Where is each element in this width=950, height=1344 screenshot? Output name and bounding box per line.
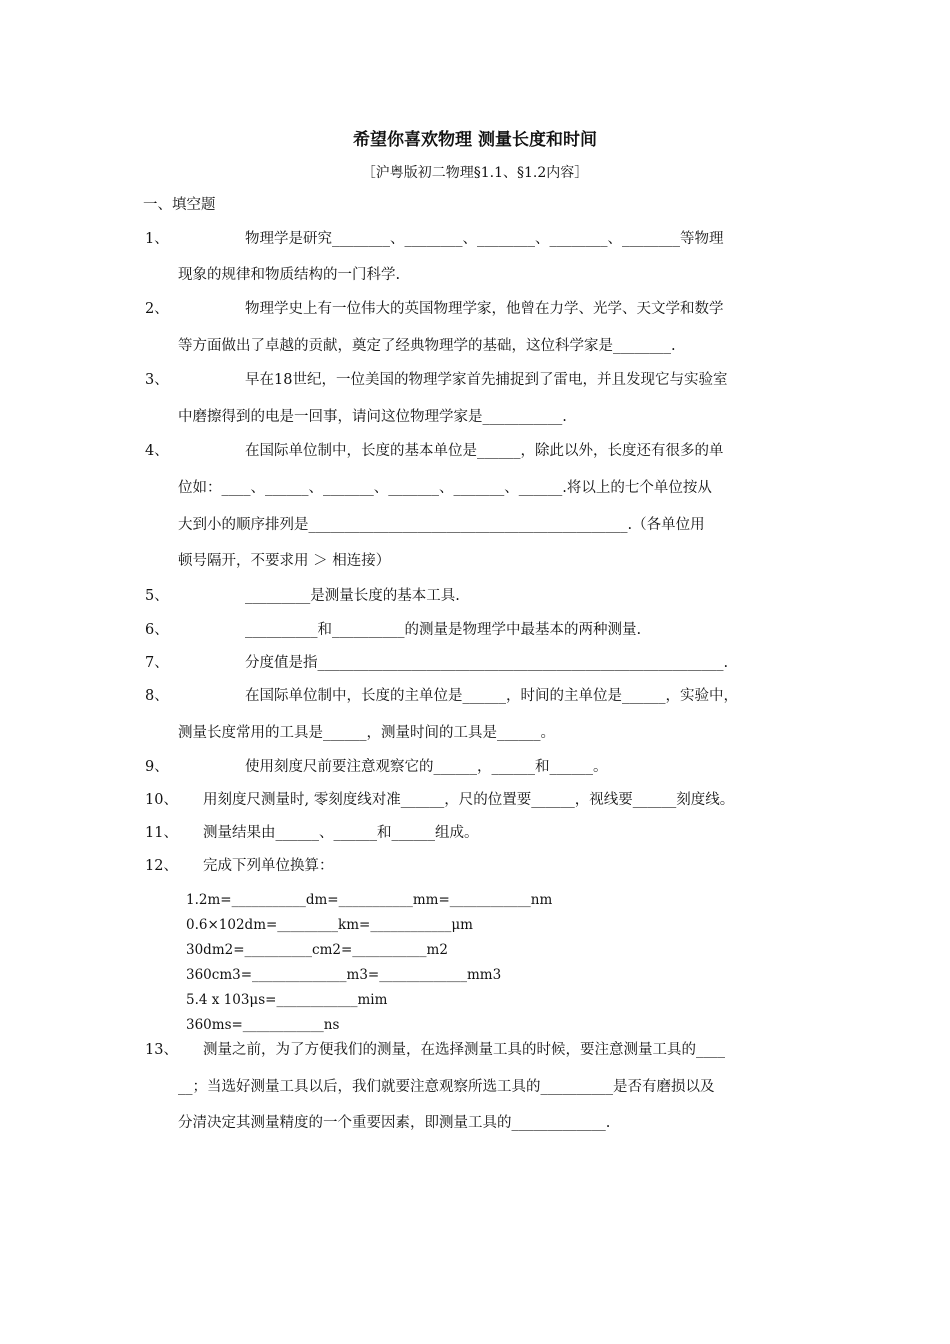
- q2-line2: 等方面做出了卓越的贡献，奠定了经典物理学的基础，这位科学家是________.: [178, 338, 676, 354]
- q5-line1: _________是测量长度的基本工具.: [245, 588, 460, 604]
- q12-number: 12、: [145, 858, 178, 874]
- q8-line2: 测量长度常用的工具是______，测量时间的工具是______。: [178, 725, 555, 741]
- q5-number: 5、: [145, 588, 169, 604]
- q13-line2: __；当选好测量工具以后，我们就要注意观察所选工具的__________是否有磨损以及: [178, 1079, 715, 1095]
- q11-number: 11、: [145, 825, 178, 841]
- q3-line1: 早在18世纪，一位美国的物理学家首先捕捉到了雷电，并且发现它与实验室: [245, 372, 728, 388]
- q8-line1: 在国际单位制中，长度的主单位是______，时间的主单位是______，实验中，: [245, 688, 738, 704]
- q7-number: 7、: [145, 655, 169, 671]
- q10-line1: 用刻度尺测量时, 零刻度线对准______，尺的位置要______，视线要______刻度线。: [203, 792, 735, 808]
- q1-line1: 物理学是研究________、________、________、________、________等物理: [245, 231, 724, 247]
- q4-line3: 大到小的顺序排列是____________________________________________.（各单位用: [178, 517, 705, 533]
- q13-number: 13、: [145, 1042, 178, 1058]
- q12-conversion-3: 30dm2=__________cm2=___________m2: [186, 942, 448, 958]
- q2-line1: 物理学史上有一位伟大的英国物理学家，他曾在力学、光学、天文学和数学: [245, 301, 724, 317]
- q6-number: 6、: [145, 622, 169, 638]
- q10-number: 10、: [145, 792, 178, 808]
- q12-conversion-4: 360cm3=______________m3=_____________mm3: [186, 967, 502, 983]
- section-heading: 一、填空题: [143, 197, 216, 213]
- q13-line3: 分清决定其测量精度的一个重要因素，即测量工具的_____________.: [178, 1115, 611, 1131]
- q1-number: 1、: [145, 231, 169, 247]
- q7-line1: 分度值是指________________________________________________________.: [245, 655, 729, 671]
- q1-line2: 现象的规律和物质结构的一门科学.: [178, 267, 401, 283]
- q8-number: 8、: [145, 688, 169, 704]
- q4-number: 4、: [145, 443, 169, 459]
- q13-line1: 测量之前，为了方便我们的测量，在选择测量工具的时候，要注意测量工具的____: [203, 1042, 725, 1058]
- q12-conversion-5: 5.4 x 103μs=____________mim: [186, 992, 388, 1008]
- page-subtitle: ［沪粤版初二物理§1.1、§1.2内容］: [361, 165, 589, 181]
- q9-number: 9、: [145, 759, 169, 775]
- q11-line1: 测量结果由______、______和______组成。: [203, 825, 479, 841]
- q12-conversion-6: 360ms=____________ns: [186, 1017, 340, 1033]
- q9-line1: 使用刻度尺前要注意观察它的______，______和______。: [245, 759, 608, 775]
- q12-conversion-2: 0.6×102dm=_________km=____________μm: [186, 917, 473, 933]
- q4-line1: 在国际单位制中，长度的基本单位是______，除此以外，长度还有很多的单: [245, 443, 724, 459]
- q12-line1: 完成下列单位换算：: [203, 858, 334, 874]
- q3-number: 3、: [145, 372, 169, 388]
- q4-line2: 位如：____、______、_______、_______、_______、______.将以上的七个单位按从: [178, 480, 712, 496]
- q4-line4: 顿号隔开，不要求用 ＞ 相连接）: [178, 553, 391, 569]
- q6-line1: __________和__________的测量是物理学中最基本的两种测量.: [245, 622, 642, 638]
- page-title: 希望你喜欢物理 测量长度和时间: [353, 130, 597, 150]
- q3-line2: 中磨擦得到的电是一回事，请问这位物理学家是___________.: [178, 409, 567, 425]
- q12-conversion-1: 1.2m=___________dm=___________mm=____________nm: [186, 892, 553, 908]
- q2-number: 2、: [145, 301, 169, 317]
